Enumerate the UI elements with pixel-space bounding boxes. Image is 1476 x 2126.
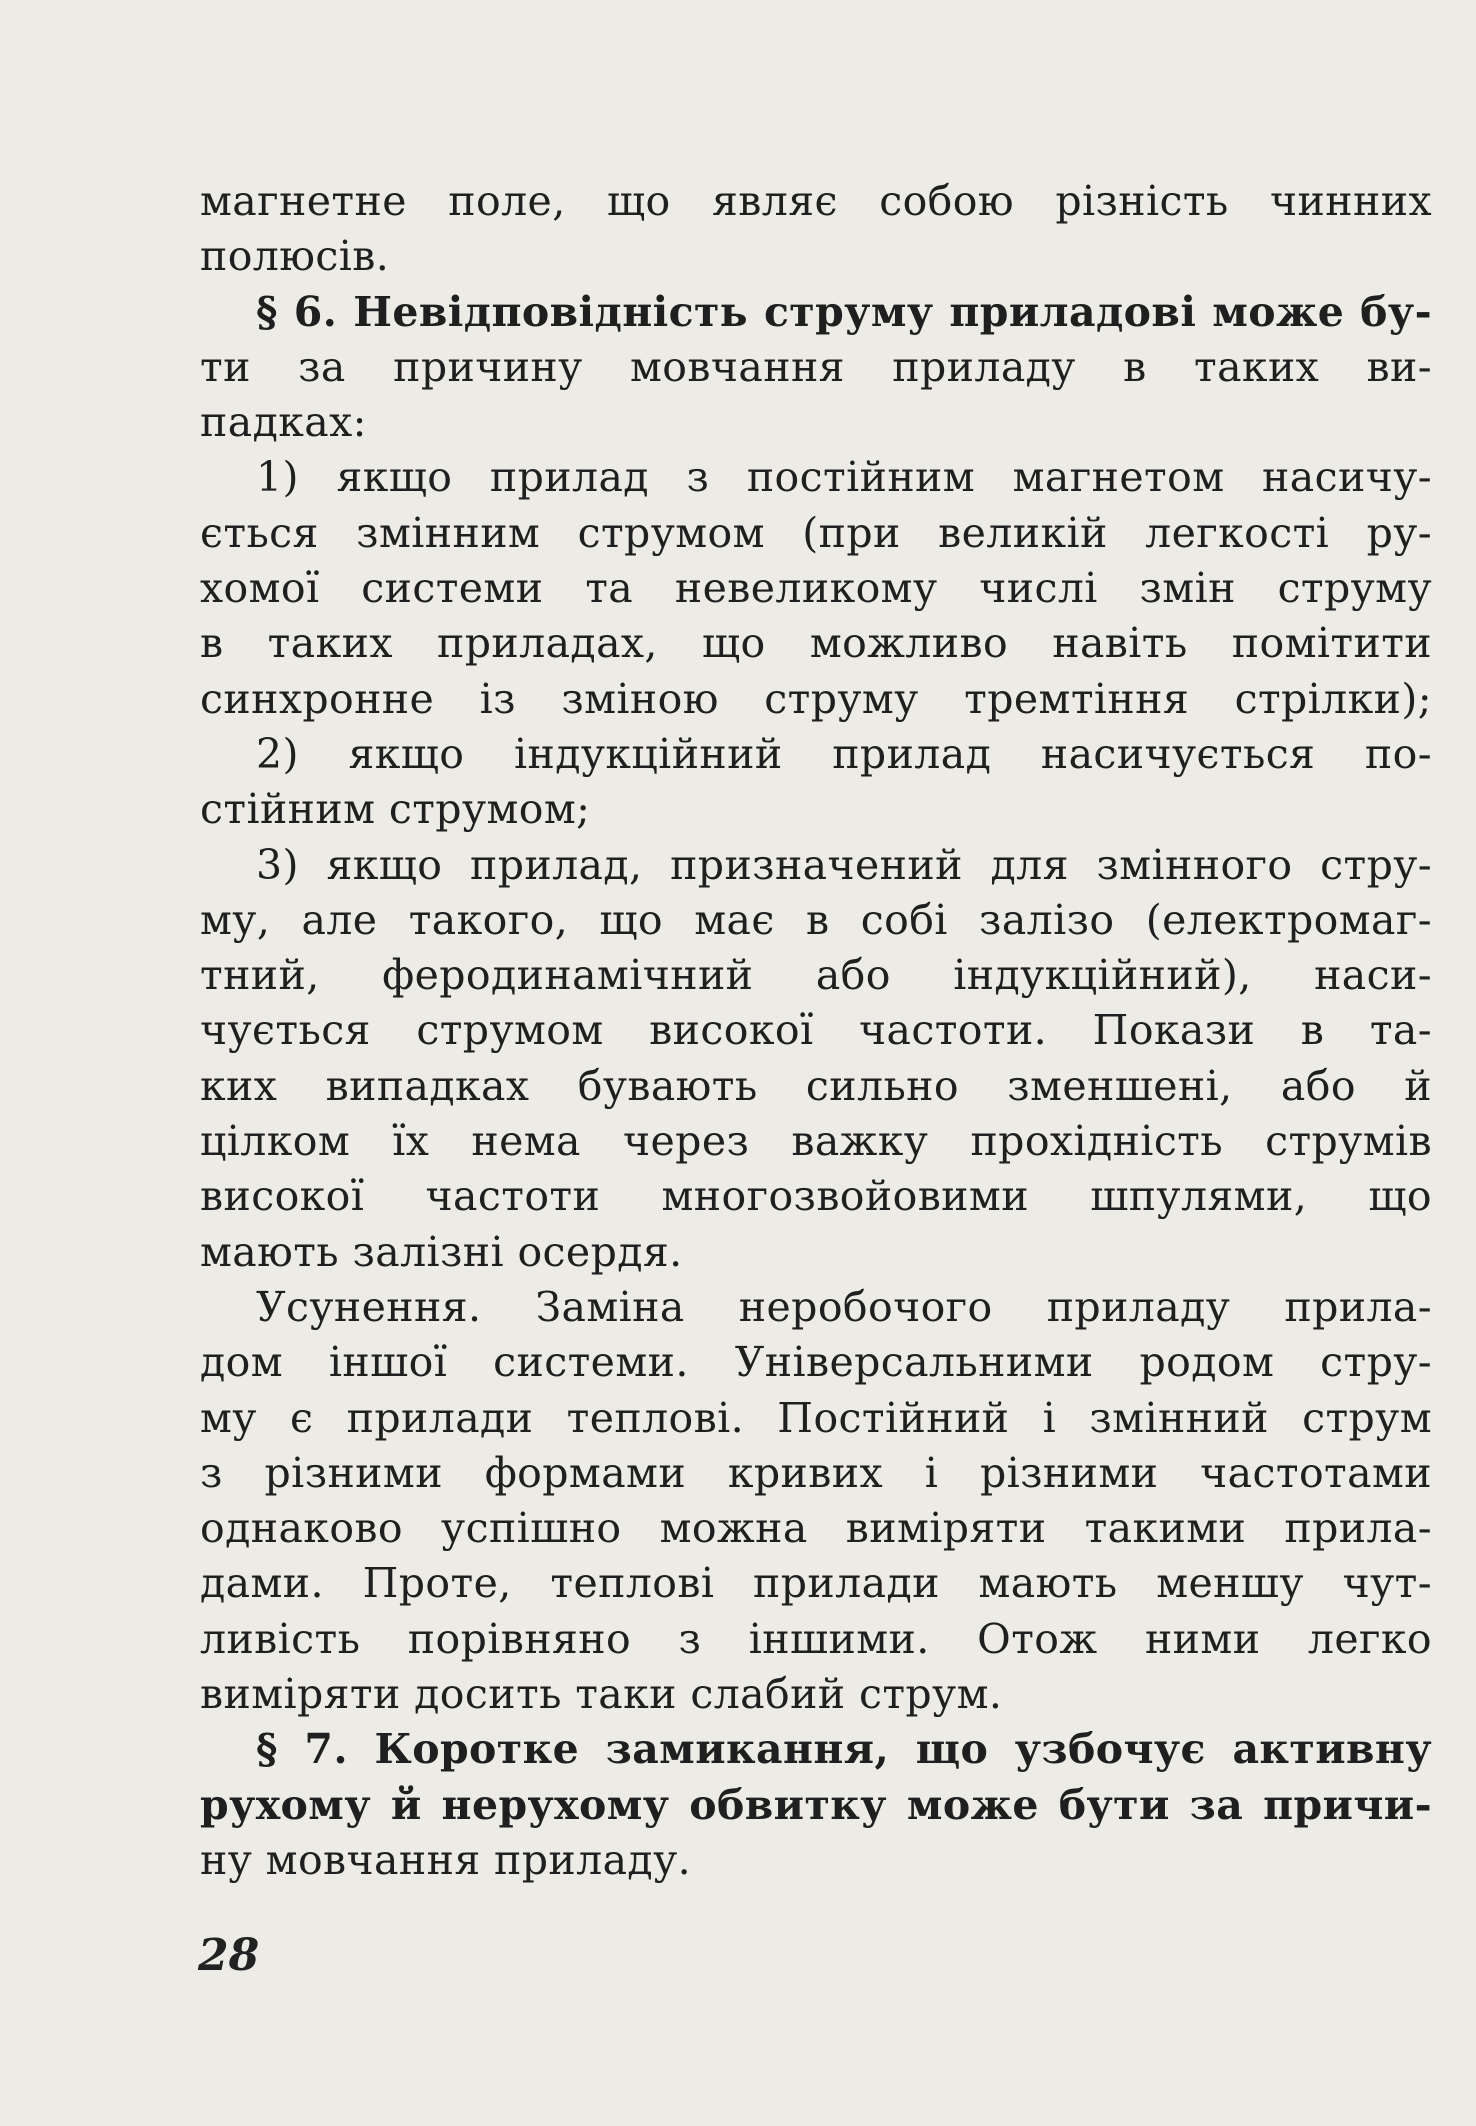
page-number: 28 <box>198 1930 260 1981</box>
text-line: ну мовчання приладу. <box>200 1835 692 1884</box>
text-line: в таких приладах, що можливо навіть помітити <box>200 619 1432 668</box>
text-line: ється змінним струмом (при великій легкості ру- <box>200 508 1432 557</box>
text-line: синхронне із зміною струму тремтіння стрілки); <box>200 674 1432 723</box>
text-line: ливість порівняно з іншими. Отож ними легко <box>200 1614 1432 1663</box>
text-line: ких випадках бувають сильно зменшені, або й <box>200 1061 1432 1110</box>
text-line: дами. Проте, теплові прилади мають меншу чут- <box>200 1559 1432 1608</box>
text-line: падках: <box>200 398 367 447</box>
text-line: високої частоти многозвойовими шпулями, що <box>200 1172 1432 1221</box>
list-item-2-line: 2) якщо індукційний прилад насичується по- <box>256 729 1432 778</box>
list-item-3-line: 3) якщо прилад, призначений для змінного стру- <box>256 840 1432 889</box>
text-line: з різними формами кривих і різними частотами <box>200 1448 1432 1497</box>
text-line: дом іншої системи. Універсальними родом стру- <box>200 1338 1432 1387</box>
text-line: ти за причину мовчання приладу в таких ви- <box>200 342 1432 391</box>
text-line: стійним струмом; <box>200 785 591 834</box>
text-line: магнетне поле, що являє собою різність чинних <box>200 177 1432 225</box>
text-line: чується струмом високої частоти. Покази в та- <box>200 1006 1432 1055</box>
text-line: цілком їх нема через важку прохідність струмів <box>200 1117 1432 1166</box>
text-line: виміряти досить таки слабий струм. <box>200 1670 1003 1719</box>
remedy-paragraph-line: Усунення. Заміна неробочого приладу прила- <box>256 1282 1432 1331</box>
text-line: тний, феродинамічний або індукційний), наси- <box>200 951 1432 1000</box>
text-line: мають залізні осердя. <box>200 1227 683 1276</box>
text-line: му є прилади теплові. Постійний і змінний струм <box>200 1393 1432 1442</box>
text-line: полюсів. <box>200 232 390 281</box>
text-line: му, але такого, що має в собі залізо (електромаг- <box>200 895 1432 944</box>
list-item-1-line: 1) якщо прилад з постійним магнетом насичу- <box>256 453 1432 502</box>
text-line: рухому й нерухому обвитку може бути за причи- <box>200 1780 1432 1829</box>
section-7-heading-line: § 7. Коротке замикання, що узбочує активну <box>256 1725 1432 1774</box>
text-line: однаково успішно можна виміряти такими прила- <box>200 1504 1432 1553</box>
section-6-heading-line: § 6. Невідповідність струму приладові може бу- <box>256 287 1432 336</box>
text-line: хомої системи та невеликому числі змін струму <box>200 564 1432 613</box>
body-text <box>200 174 1432 1888</box>
